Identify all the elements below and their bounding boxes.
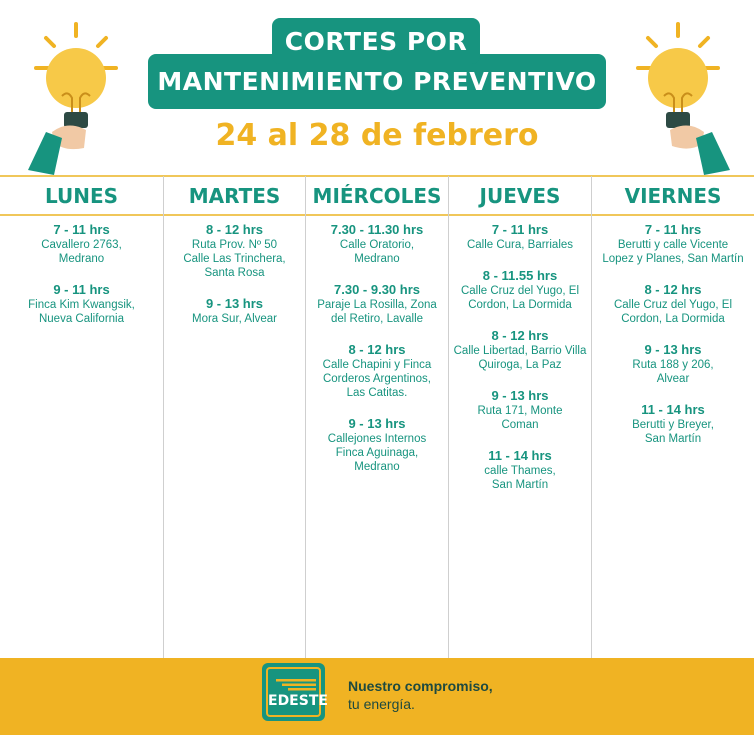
outage-time: 8 - 12 hrs — [205, 222, 264, 237]
day-header-jueves: JUEVES — [479, 184, 561, 208]
logo-text: EDESTE — [268, 693, 328, 709]
outage-entry — [449, 388, 591, 432]
outage-time: 7 - 11 hrs — [644, 222, 702, 237]
outage-entry — [306, 342, 448, 400]
outage-location: Berutti y calle Vicente — [617, 239, 729, 251]
outage-time: 7.30 - 9.30 hrs — [334, 282, 420, 297]
outage-time: 11 - 14 hrs — [641, 402, 705, 417]
day-column-miercoles — [306, 222, 448, 490]
outage-time: 9 - 13 hrs — [205, 296, 264, 311]
outage-location: Lopez y Planes, San Martín — [602, 253, 744, 265]
outage-entry — [449, 328, 591, 372]
title-line-1: CORTES POR — [272, 18, 480, 64]
edeste-logo — [262, 663, 328, 721]
outage-location: San Martín — [644, 433, 702, 445]
outage-location: Cavallero 2763, — [41, 239, 122, 251]
outage-time: 7 - 11 hrs — [491, 222, 549, 237]
outage-location: Calle Cruz del Yugo, El — [613, 299, 733, 311]
outage-entry — [449, 448, 591, 492]
outage-location: Callejones Internos — [327, 433, 427, 445]
outage-location: Mora Sur, Alvear — [191, 313, 277, 325]
outage-time: 9 - 13 hrs — [348, 416, 406, 431]
outage-location: Cordon, La Dormida — [468, 299, 572, 311]
date-range: 24 al 28 de febrero — [215, 118, 539, 153]
day-column-viernes — [592, 222, 754, 462]
logo-lines-icon — [276, 679, 316, 691]
outage-location: Berutti y Breyer, — [632, 419, 714, 431]
day-column-lunes — [0, 222, 163, 342]
outage-location: Corderos Argentinos, — [322, 373, 432, 385]
title-line-2: MANTENIMIENTO PREVENTIVO — [148, 54, 606, 109]
outage-location: Medrano — [354, 253, 400, 265]
outage-location: Medrano — [58, 253, 105, 265]
outage-location: Paraje La Rosilla, Zona — [317, 299, 437, 311]
outage-entry — [164, 296, 305, 326]
outage-location: Finca Kim Kwangsik, — [28, 299, 135, 311]
outage-location: Finca Aguinaga, — [335, 447, 419, 459]
outage-entry — [592, 342, 754, 386]
outage-location: Nueva California — [38, 313, 124, 325]
outage-location: Calle Oratorio, — [339, 239, 415, 251]
slogan-line-1: Nuestro compromiso, — [348, 678, 493, 694]
outage-time: 11 - 14 hrs — [488, 448, 552, 463]
outage-location: Calle Cura, Barriales — [466, 239, 574, 251]
outage-entry — [164, 222, 305, 280]
outage-time: 7.30 - 11.30 hrs — [330, 222, 424, 237]
outage-time: 9 - 11 hrs — [53, 282, 110, 297]
outage-location: Medrano — [354, 461, 400, 473]
outage-time: 7 - 11 hrs — [53, 222, 110, 237]
outage-location: Ruta Prov. Nº 50 — [191, 239, 278, 251]
outage-entry — [449, 222, 591, 252]
outage-entry — [306, 282, 448, 326]
day-header-miercoles: MIÉRCOLES — [312, 184, 442, 208]
outage-entry — [592, 402, 754, 446]
outage-location: Quiroga, La Paz — [478, 359, 562, 371]
outage-entry — [306, 416, 448, 474]
outage-location: Calle Cruz del Yugo, El — [460, 285, 580, 297]
outage-location: Alvear — [656, 373, 690, 385]
day-column-martes — [164, 222, 305, 342]
logo-frame — [266, 667, 328, 717]
outage-location: Ruta 188 y 206, — [632, 359, 714, 371]
table-header-border — [0, 214, 754, 216]
outage-location: del Retiro, Lavalle — [330, 313, 424, 325]
outage-location: Las Catitas. — [346, 387, 408, 399]
outage-time: 9 - 13 hrs — [644, 342, 702, 357]
outage-time: 8 - 12 hrs — [348, 342, 406, 357]
outage-location: Coman — [501, 419, 539, 431]
outage-entry — [592, 222, 754, 266]
outage-location: Calle Libertad, Barrio Villa — [453, 345, 587, 357]
outage-entry — [592, 282, 754, 326]
outage-location: Ruta 171, Monte — [477, 405, 563, 417]
outage-time: 8 - 12 hrs — [491, 328, 549, 343]
outage-location: Santa Rosa — [204, 267, 265, 279]
outage-time: 9 - 13 hrs — [491, 388, 549, 403]
outage-location: calle Thames, — [484, 465, 556, 477]
slogan-line-2: tu energía. — [348, 696, 415, 712]
outage-location: Cordon, La Dormida — [621, 313, 725, 325]
day-header-martes: MARTES — [188, 184, 281, 208]
day-header-lunes: LUNES — [44, 184, 119, 208]
outage-entry — [306, 222, 448, 266]
outage-entry — [0, 282, 163, 326]
day-header-viernes: VIERNES — [624, 184, 722, 208]
outage-time: 8 - 11.55 hrs — [482, 268, 558, 283]
day-column-jueves — [449, 222, 591, 508]
outage-location: San Martín — [491, 479, 549, 491]
outage-entry — [449, 268, 591, 312]
outage-location: Calle Las Trinchera, — [183, 253, 286, 265]
outage-time: 8 - 12 hrs — [644, 282, 702, 297]
outage-location: Calle Chapini y Finca — [322, 359, 432, 371]
outage-entry — [0, 222, 163, 266]
